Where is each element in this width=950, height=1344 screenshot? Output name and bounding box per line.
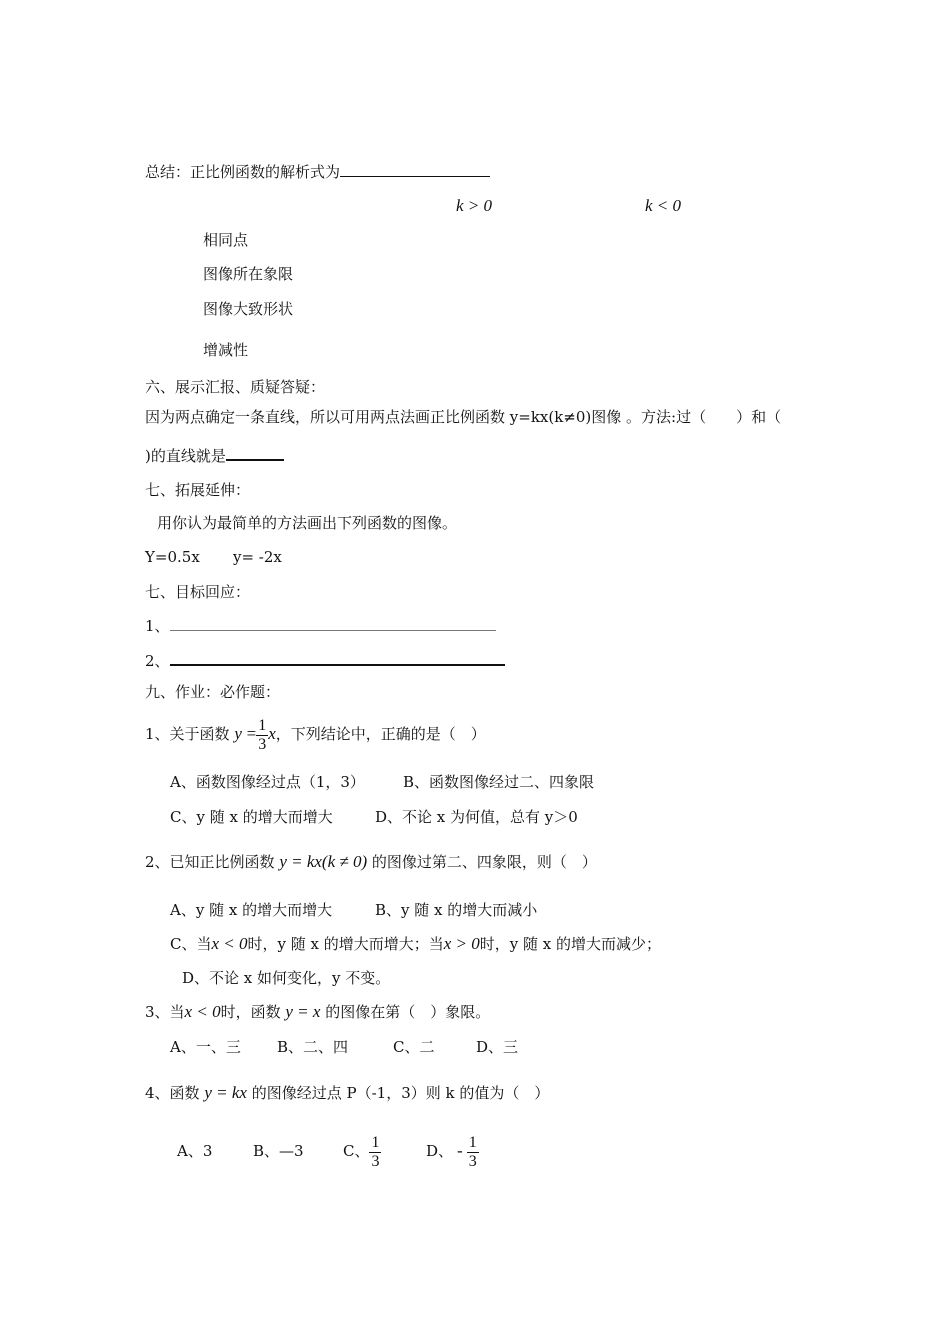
goal-item-2-label: 2、 bbox=[145, 652, 170, 670]
q3-option-c: C、二 bbox=[393, 1038, 435, 1056]
q2-option-c bbox=[170, 934, 661, 954]
section-6-line2-text: )的直线就是 bbox=[145, 447, 226, 465]
q4-c-numerator: 1 bbox=[371, 1133, 380, 1151]
q4-prefix: 4、函数 bbox=[145, 1084, 200, 1102]
goal-item-1-label: 1、 bbox=[145, 617, 170, 635]
q2-option-a: A、y 随 x 的增大而增大 bbox=[170, 901, 333, 919]
q2-c-cond2: x > 0 bbox=[443, 934, 480, 953]
q3-option-a: A、一、三 bbox=[170, 1038, 241, 1056]
question-2 bbox=[145, 852, 597, 872]
q4-d-sign: - bbox=[457, 1141, 463, 1160]
goal-item-2 bbox=[145, 650, 505, 671]
section-7b-title: 七、目标回应： bbox=[145, 583, 251, 601]
row-shape: 图像大致形状 bbox=[203, 300, 294, 318]
q2-prefix: 2、已知正比例函数 bbox=[145, 853, 275, 871]
function-2: y= -2x bbox=[233, 548, 282, 566]
q2-suffix: 的图像过第二、四象限，则（ ） bbox=[371, 853, 597, 871]
q1-option-b: B、函数图像经过二、四象限 bbox=[403, 773, 595, 791]
answer-blank bbox=[340, 162, 490, 177]
q1-option-a: A、函数图像经过点（1，3） bbox=[170, 773, 365, 791]
q1-denominator: 3 bbox=[258, 735, 267, 753]
q2-c-pre: C、当 bbox=[170, 935, 212, 953]
q4-c-fraction bbox=[369, 1134, 381, 1171]
answer-blank bbox=[226, 445, 284, 461]
section-7-title: 七、拓展延伸： bbox=[145, 481, 251, 499]
q3-option-b: B、二、四 bbox=[277, 1038, 349, 1056]
q1-fraction bbox=[256, 717, 268, 754]
section-7-prompt: 用你认为最简单的方法画出下列函数的图像。 bbox=[157, 514, 458, 532]
q4-option-a: A、3 bbox=[177, 1142, 213, 1160]
q4-suffix: 的图像经过点 P（-1，3）则 k 的值为（ ） bbox=[251, 1084, 550, 1102]
q2-c-post: 时，y 随 x 的增大而减少； bbox=[479, 935, 662, 953]
question-3 bbox=[145, 1002, 490, 1022]
q4-option-d bbox=[426, 1128, 479, 1174]
question-4 bbox=[145, 1083, 549, 1103]
goal-item-1 bbox=[145, 616, 496, 636]
summary-label: 总结：正比例函数的解析式为 bbox=[145, 163, 341, 181]
q3-cond: x < 0 bbox=[184, 1002, 221, 1021]
q4-d-label: D、 bbox=[426, 1142, 454, 1160]
row-monotonicity: 增减性 bbox=[203, 341, 249, 359]
answer-blank bbox=[170, 650, 505, 666]
k-negative-header: k < 0 bbox=[645, 196, 682, 215]
q2-option-d: D、不论 x 如何变化，y 不变。 bbox=[182, 969, 391, 987]
q4-c-denominator: 3 bbox=[371, 1152, 380, 1170]
q4-c-label: C、 bbox=[343, 1142, 370, 1160]
function-1: Y=0.5x bbox=[145, 548, 200, 566]
q2-formula: y = kx(k ≠ 0) bbox=[279, 852, 368, 871]
q4-formula: y = kx bbox=[204, 1083, 247, 1102]
section-6-line2 bbox=[145, 445, 284, 466]
q1-x: x bbox=[268, 724, 276, 743]
answer-blank bbox=[170, 616, 496, 631]
q3-suffix: 的图像在第（ ）象限。 bbox=[325, 1003, 491, 1021]
summary-line bbox=[145, 162, 490, 182]
q1-option-c: C、y 随 x 的增大而增大 bbox=[170, 808, 333, 826]
k-positive-header: k > 0 bbox=[456, 196, 493, 215]
q1-y: y bbox=[234, 724, 242, 743]
row-quadrant: 图像所在象限 bbox=[203, 265, 294, 283]
q4-option-c bbox=[343, 1128, 381, 1174]
section-6-title: 六、展示汇报、质疑答疑： bbox=[145, 378, 326, 396]
q1-prefix: 1、关于函数 bbox=[145, 725, 230, 743]
q3-prefix: 3、当 bbox=[145, 1003, 185, 1021]
q3-mid: 时，函数 bbox=[220, 1003, 281, 1021]
question-1 bbox=[145, 714, 486, 756]
q1-numerator: 1 bbox=[258, 716, 267, 734]
q4-d-fraction bbox=[467, 1134, 479, 1171]
q2-c-cond1: x < 0 bbox=[211, 934, 248, 953]
q4-option-b: B、—3 bbox=[253, 1142, 304, 1160]
q1-suffix: ，下列结论中，正确的是（ ） bbox=[275, 725, 486, 743]
q4-d-denominator: 3 bbox=[468, 1152, 477, 1170]
q3-formula: y = x bbox=[285, 1002, 321, 1021]
section-6-line1: 因为两点确定一条直线，所以可用两点法画正比例函数 y=kx(k≠0)图像 。方法:过（ ）和（ bbox=[145, 408, 782, 426]
q2-option-b: B、y 随 x 的增大而减小 bbox=[375, 901, 538, 919]
q1-eq: = bbox=[246, 724, 257, 743]
q3-option-d: D、三 bbox=[476, 1038, 519, 1056]
q1-option-d: D、不论 x 为何值，总有 y＞0 bbox=[375, 808, 578, 826]
section-9-title: 九、作业：必作题： bbox=[145, 683, 281, 701]
row-same-point: 相同点 bbox=[203, 231, 249, 249]
q2-c-mid: 时，y 随 x 的增大而增大；当 bbox=[247, 935, 444, 953]
q4-d-numerator: 1 bbox=[468, 1133, 477, 1151]
